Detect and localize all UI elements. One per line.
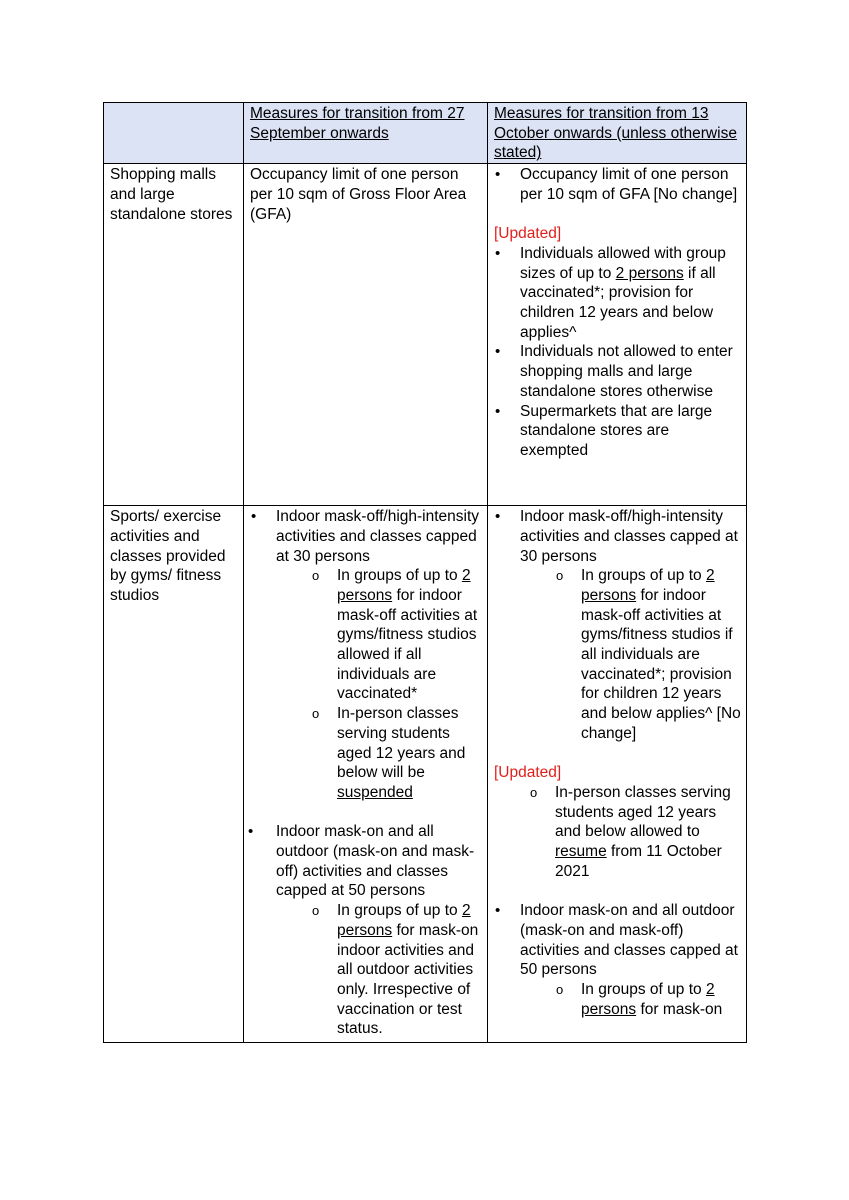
sept-measures-cell: Occupancy limit of one person per 10 sqm of Gross Floor Area (GFA) xyxy=(244,164,488,506)
table-row xyxy=(104,506,747,1043)
header-oct: Measures for transition from 13 October onwards (unless otherwise stated) xyxy=(488,103,747,164)
sub-list-item: o In-person classes serving students aged 12 years and below will be suspended xyxy=(276,704,482,803)
oct-measures-cell xyxy=(488,164,747,506)
sub-list-item: o In groups of up to 2 persons for mask-on indoor activities and all outdoor activities only. Irrespective of vaccination or test status. xyxy=(276,901,482,1039)
sub-list-item: o In-person classes serving students aged 12 years and below allowed to resume from 11 October 2021 xyxy=(494,783,741,882)
updated-label: [Updated] xyxy=(494,764,562,782)
sub-list-item: o In groups of up to 2 persons for indoor mask-off activities at gyms/fitness studios allowed if all individuals are vaccinated* xyxy=(276,566,482,704)
list-item: • Individuals allowed with group sizes of up to 2 persons if all vaccinated*; provision for children 12 years and below applies^ xyxy=(494,244,741,343)
header-sept: Measures for transition from 27 September onwards xyxy=(244,103,488,164)
header-blank-cell xyxy=(104,103,244,164)
list-item: • Indoor mask-off/high-intensity activities and classes capped at 30 persons o In groups of up to 2 persons for indoor mask-off activities at gyms/fitness studios allowed if all individuals are vaccinated* o In-person classes serving students aged 12 years and below will be suspended xyxy=(250,507,482,803)
sub-list-item: o In groups of up to 2 persons for indoor mask-off activities at gyms/fitness studios if all individuals are vaccinated*; provision for children 12 years and below applies^ [No change] xyxy=(520,566,741,743)
list-item: • Indoor mask-on and all outdoor (mask-on and mask-off) activities and classes capped at 50 persons o In groups of up to 2 persons for mask-on xyxy=(494,901,741,1019)
list-item: • Indoor mask-on and all outdoor (mask-on and mask-off) activities and classes capped at 50 persons o In groups of up to 2 persons for mask-on indoor activities and all outdoor activities only. Irrespective of vaccination or test status. xyxy=(250,822,482,1039)
table-header-row xyxy=(104,103,747,164)
list-item: • Individuals not allowed to enter shopping malls and large standalone stores otherwise xyxy=(494,342,741,401)
category-cell: Shopping malls and large standalone stores xyxy=(104,164,244,506)
list-item: • Supermarkets that are large standalone stores are exempted xyxy=(494,402,741,461)
sub-list-item: o In groups of up to 2 persons for mask-on xyxy=(520,980,741,1019)
oct-measures-cell xyxy=(488,506,747,1043)
list-item: • Indoor mask-off/high-intensity activities and classes capped at 30 persons o In groups of up to 2 persons for indoor mask-off activities at gyms/fitness studios if all individuals are vaccinated*; provision for children 12 years and below applies^ [No change] xyxy=(494,507,741,743)
category-cell: Sports/ exercise activities and classes provided by gyms/ fitness studios xyxy=(104,506,244,1043)
updated-label: [Updated] xyxy=(494,225,562,243)
measures-table xyxy=(103,102,747,1043)
sept-measures-cell xyxy=(244,506,488,1043)
table-row xyxy=(104,164,747,506)
list-item: • Occupancy limit of one person per 10 sqm of GFA [No change] xyxy=(494,165,741,204)
